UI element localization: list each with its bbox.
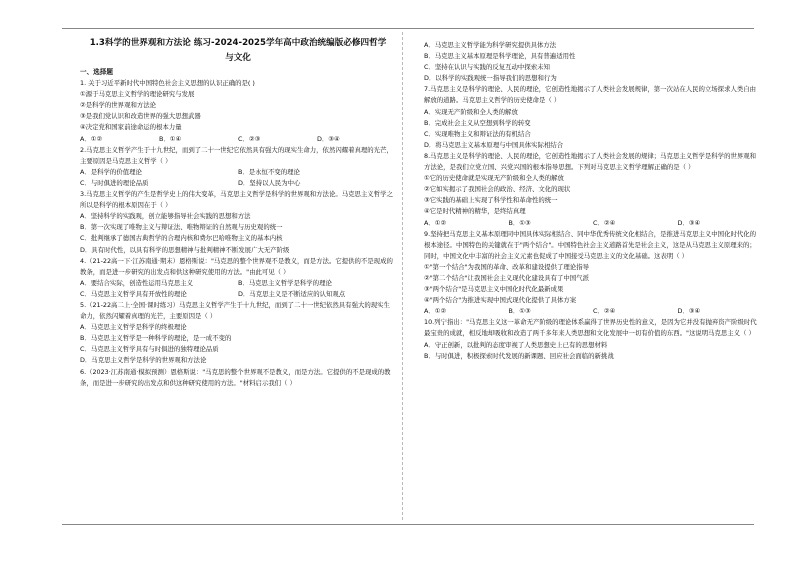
option[interactable]: A．①② [80,134,103,143]
statement: ①它的历史使命就是实现无产阶级和全人类的解放 [424,174,564,183]
question-6-options [424,40,762,84]
option[interactable]: D．③④ [677,307,701,316]
option[interactable]: A．马克思主义哲学是科学的终极理论 [80,323,187,332]
option[interactable]: C．②④ [593,218,616,227]
option[interactable]: B．①③ [508,307,531,316]
option[interactable]: A．要结合实际，创造性运用马克思主义 [80,278,194,287]
statement: ①源于马克思主义哲学的理论研究与发展 [80,90,195,99]
option[interactable]: B．马克思主义基本原理是科学理论，具有普遍适用性 [424,52,576,61]
question-stem: 9.坚持把马克思主义基本原理同中国具体实际相结合、同中华优秀传统文化相结合，是推进马克思主义中国化时代化的根本途径。中国特色的关键就在于"两个结合"。中国特色社会主义道路首先是社会主义，这是从马克思主义原理来的；同时，中国文化中丰富的社会主义元素也促成了中国接受马克思主义的文化基础。这表明（ ） [424,229,757,260]
answer-options [424,218,762,229]
title-line-2: 与文化 [225,53,251,63]
statement: ②是科学的世界观和方法论 [80,101,157,110]
left-column [80,36,396,389]
option[interactable]: B．马克思主义哲学是科学的理论 [238,278,332,287]
option[interactable]: A．①② [424,307,447,316]
option[interactable]: D．坚持以人民为中心 [238,178,301,187]
option[interactable]: B．是永恒不变的理论 [238,167,300,176]
option[interactable]: C．实现唯物主义和辩证法的有机结合 [424,129,531,138]
option[interactable]: A．马克思主义哲学能为科学研究提供具体方法 [424,41,557,49]
option[interactable]: B．①④ [159,134,182,143]
option[interactable]: C．与时俱进的理论品质 [80,178,149,187]
question-2 [80,145,396,189]
option[interactable]: B．马克思主义哲学是一种科学的理论，是一成不变的 [80,334,232,343]
option[interactable]: A．是科学的价值理论 [80,167,142,176]
option[interactable]: C．②③ [238,134,261,143]
statement: ①"第一个结合"为我国的革命、改革和建设提供了理论指导 [424,262,589,271]
answer-options [80,134,396,145]
option[interactable]: D．③④ [317,134,340,143]
column-divider [402,32,403,520]
question-10 [424,317,762,361]
statement: ④它是时代精神的精华，是终结真理 [424,207,526,216]
option[interactable]: A．①② [424,218,447,227]
header-rule [62,28,754,29]
statement: ③它实践的基础上实现了科学性和革命性的统一 [424,196,558,205]
question-stem: 7.马克思主义是科学的理论、人民的理论，它创造性地揭示了人类社会发展规律，第一次站在人民的立场探求人类自由解放的道路。马克思主义哲学的历史使命是（ ） [424,85,757,105]
option[interactable]: A．守正创新，以批判的态度审视了人类思想史上已有的思想材料 [424,340,608,349]
question-6 [80,367,396,389]
title-line-1: 1.3科学的世界观和方法论 练习-2024-2025学年高中政治统编版必修四哲学 [89,38,387,48]
option[interactable]: C．马克思主义哲学具有与时俱进的独特理论品质 [80,345,219,354]
option[interactable]: D．以科学的实践观统一指导我们的思想和行为 [424,74,557,83]
option[interactable]: B．①③ [508,218,531,227]
question-stem: 10.列宁指出："马克思主义这一革命无产阶级的理论体系赢得了世界历史性的意义，是因为它并没有抛弃资产阶级时代最宝贵的成就，相反地却吸收和改造了两千多年来人类思想和文化发展中一切有价值的东西。"这说明马克思主义（ ） [424,318,757,338]
statement: ③是我们党认识和改造世界的强大思想武器 [80,112,201,121]
option[interactable]: D．马克思主义哲学是科学的世界观和方法论 [80,356,207,365]
right-column [424,40,762,362]
question-stem: 3.马克思主义哲学的产生是哲学史上的伟大变革，马克思主义哲学是科学的世界观和方法论。马克思主义哲学之所以是科学的根本原因在于（ ） [80,190,393,210]
document-title [80,36,396,66]
answer-options [424,306,762,317]
question-5 [80,300,396,367]
answer-options [80,278,396,300]
question-9 [424,229,762,318]
question-8 [424,151,762,229]
option[interactable]: D．具有时代性，以具有科学的思想精神与批判精神不断发展广大无产阶级 [80,245,290,254]
option[interactable]: A．实现无产阶级和全人类的解放 [424,107,518,116]
statement: ②"第二个结合"让我国社会主义现代化建设具有了中国气派 [424,273,589,282]
question-4 [80,256,396,300]
question-stem: 4.（21-22高一下·江苏南通·期末）恩格斯说："马克思的整个世界观不是教义，而是方法。它提供的不是现成的教条，而是进一步研究的出发点和供这种研究使用的方法。"由此可见（ ） [80,256,393,276]
option[interactable]: B．第一次实现了唯物主义与辩证法、唯物辩证的自然观与历史观的统一 [80,223,283,232]
option[interactable]: D．马克思主义是不断适应的认知观点 [238,289,346,298]
statement: ③"两个结合"是马克思主义中国化时代化最新成果 [424,285,564,294]
option[interactable]: B．完成社会主义从空想到科学的转变 [424,118,531,127]
question-stem: 8.马克思主义是科学的理论、人民的理论，它创造性地揭示了人类社会发展的规律；马克思主义哲学是科学的世界观和方法论，是我们立党立国、兴党兴国的根本指导思想。下列对马克思主义哲学理解正确的是（ ） [424,151,757,172]
question-7 [424,84,762,151]
answer-options [80,167,396,189]
option[interactable]: C．坚持在认识与实践的反复互动中探索未知 [424,63,550,72]
question-stem: 2.马克思主义哲学产生于十九世纪，而到了二十一世纪它依然具有强大的现实生命力，依然闪耀着真理的光芒，主要原因是马克思主义哲学（ ） [80,145,393,165]
question-stem: 5.（21-22高二上·全国·课时练习）马克思主义哲学产生于十九世纪，而到了二十一世纪依然具有强大的现实生命力，依然闪耀着真理的光芒，主要原因是（ ） [80,300,390,321]
statement: ④决定党和国家前途命运的根本力量 [80,123,182,132]
section-heading: 一、选择题 [80,68,113,76]
option[interactable]: B．与时俱进，积极探索时代发展的新课题、回应社会面临的新挑战 [424,351,614,360]
question-1 [80,78,396,145]
option[interactable]: C．②④ [593,307,616,316]
question-stem: 6.（2023·江苏南通·模拟预测）恩格斯说："马克思的整个世界观不是教义，而是方法。它提供的不是现成的教条，而是进一步研究的出发点和供这种研究使用的方法。"材料启示我们（ ） [80,367,391,387]
statement: ④"两个结合"为推进实现中国式现代化提供了具体方案 [424,296,577,305]
footer-rule [62,524,754,525]
option[interactable]: D．将马克思主义基本原理与中国具体实际相结合 [424,140,564,149]
option[interactable]: A．坚持科学的实践观，创立能够指导社会实践的思想和方法 [80,212,251,221]
option[interactable]: D．③④ [677,218,701,227]
question-3 [80,189,396,256]
option[interactable]: C．马克思主义哲学具有开放性的理论 [80,289,187,298]
question-stem: 1. 关于习近平新时代中国特色社会主义思想的认识正确的是( ) [80,79,255,88]
option[interactable]: C．批判继承了德国古典哲学的合理内核和费尔巴哈唯物主义的基本内核 [80,234,283,243]
statement: ②它如实揭示了我国社会的政治、经济、文化的现状 [424,185,571,194]
